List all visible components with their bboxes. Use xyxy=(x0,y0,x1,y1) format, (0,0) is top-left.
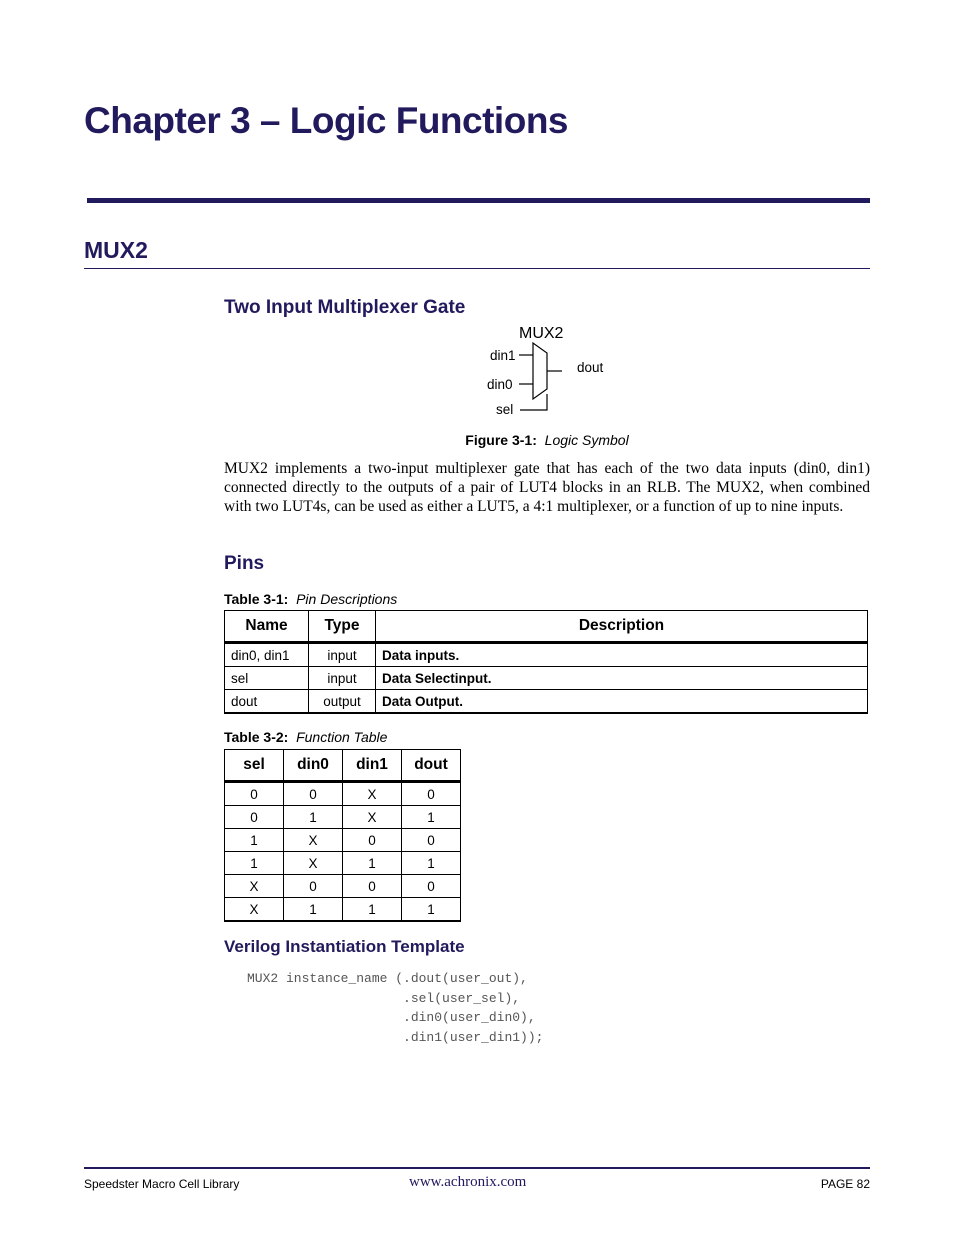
section-title: MUX2 xyxy=(84,237,148,263)
verilog-heading: Verilog Instantiation Template xyxy=(224,937,465,956)
figure-caption-text: Logic Symbol xyxy=(544,432,629,448)
table-row xyxy=(225,875,461,898)
column-header: Name xyxy=(225,611,309,643)
footer-divider xyxy=(84,1167,870,1169)
function-table xyxy=(224,749,461,922)
table-cell: 1 xyxy=(343,898,402,922)
column-header: Type xyxy=(309,611,376,643)
table-cell: 0 xyxy=(343,875,402,898)
column-header: sel xyxy=(225,750,284,782)
column-header: din0 xyxy=(284,750,343,782)
table-row xyxy=(225,898,461,922)
table-cell: 1 xyxy=(225,829,284,852)
table-cell: 1 xyxy=(402,852,461,875)
figure-caption-label: Figure 3-1: xyxy=(465,432,537,448)
pin-description-cell: Data Output. xyxy=(376,690,868,714)
pin-description-cell: Data Selectinput. xyxy=(376,667,868,690)
description-paragraph: MUX2 implements a two-input multiplexer gate that has each of the two data inputs (din0, din1) connected directly to the outputs of a pair of LUT4 blocks in an RLB. The MUX2, when combined with two LUT4s, can be used as either a LUT5, a 4:1 multiplexer, or a function of up to nine inputs. xyxy=(224,460,870,515)
function-table-label: Table 3-2: xyxy=(224,729,289,745)
table-cell: X xyxy=(343,782,402,806)
verilog-code-block: MUX2 instance_name (.dout(user_out), .sel(user_sel), .din0(user_din0), .din1(user_din1)); xyxy=(247,971,544,1045)
column-header: Description xyxy=(376,611,868,643)
table-cell: X xyxy=(284,852,343,875)
table-cell: X xyxy=(225,898,284,922)
table-cell: 0 xyxy=(402,829,461,852)
footer-page-number: PAGE 82 xyxy=(820,1177,870,1191)
pin-description-cell: Data inputs. xyxy=(376,643,868,667)
table-header-row xyxy=(225,611,868,643)
pins-heading: Pins xyxy=(224,553,265,574)
footer-document-title: Speedster Macro Cell Library xyxy=(84,1177,240,1191)
table-row xyxy=(225,852,461,875)
table-cell: 1 xyxy=(402,806,461,829)
table-cell: 1 xyxy=(284,898,343,922)
pin-type-cell: input xyxy=(309,667,376,690)
pin-type-cell: output xyxy=(309,690,376,714)
pin-table-caption xyxy=(224,591,397,607)
section-divider xyxy=(84,268,870,269)
function-table-title: Function Table xyxy=(296,729,388,745)
chapter-title: Chapter 3 – Logic Functions xyxy=(84,100,568,141)
table-cell: 1 xyxy=(225,852,284,875)
column-header: din1 xyxy=(343,750,402,782)
mux-body xyxy=(533,343,547,399)
table-cell: 0 xyxy=(225,782,284,806)
table-row xyxy=(225,643,868,667)
pin-type-cell: input xyxy=(309,643,376,667)
chapter-divider xyxy=(87,198,870,203)
pin-descriptions-table xyxy=(224,610,868,714)
table-row xyxy=(225,667,868,690)
table-row xyxy=(225,782,461,806)
table-cell: 1 xyxy=(284,806,343,829)
table-cell: X xyxy=(343,806,402,829)
table-cell: 0 xyxy=(402,782,461,806)
pin-name-cell: sel xyxy=(225,667,309,690)
function-table-caption xyxy=(224,729,387,745)
table-row xyxy=(225,806,461,829)
din0-label: din0 xyxy=(487,377,513,392)
sel-label: sel xyxy=(496,402,514,417)
table-row xyxy=(225,690,868,714)
table-cell: X xyxy=(225,875,284,898)
table-cell: 1 xyxy=(343,852,402,875)
table-cell: 0 xyxy=(225,806,284,829)
subsection-title: Two Input Multiplexer Gate xyxy=(224,297,466,318)
column-header: dout xyxy=(402,750,461,782)
pin-name-cell: dout xyxy=(225,690,309,714)
pin-name-cell: din0, din1 xyxy=(225,643,309,667)
footer-website-link[interactable]: www.achronix.com xyxy=(409,1174,527,1190)
table-cell: 0 xyxy=(343,829,402,852)
dout-label: dout xyxy=(577,360,604,375)
table-cell: 0 xyxy=(284,782,343,806)
table-cell: 0 xyxy=(284,875,343,898)
figure-caption xyxy=(224,432,870,448)
table-header-row xyxy=(225,750,461,782)
pin-table-label: Table 3-1: xyxy=(224,591,289,607)
pin-table-title: Pin Descriptions xyxy=(296,591,398,607)
table-cell: X xyxy=(284,829,343,852)
table-cell: 1 xyxy=(402,898,461,922)
din1-label: din1 xyxy=(490,348,516,363)
mux2-logic-symbol xyxy=(480,318,620,418)
table-cell: 0 xyxy=(402,875,461,898)
table-row xyxy=(225,829,461,852)
symbol-name-label: MUX2 xyxy=(519,325,564,342)
